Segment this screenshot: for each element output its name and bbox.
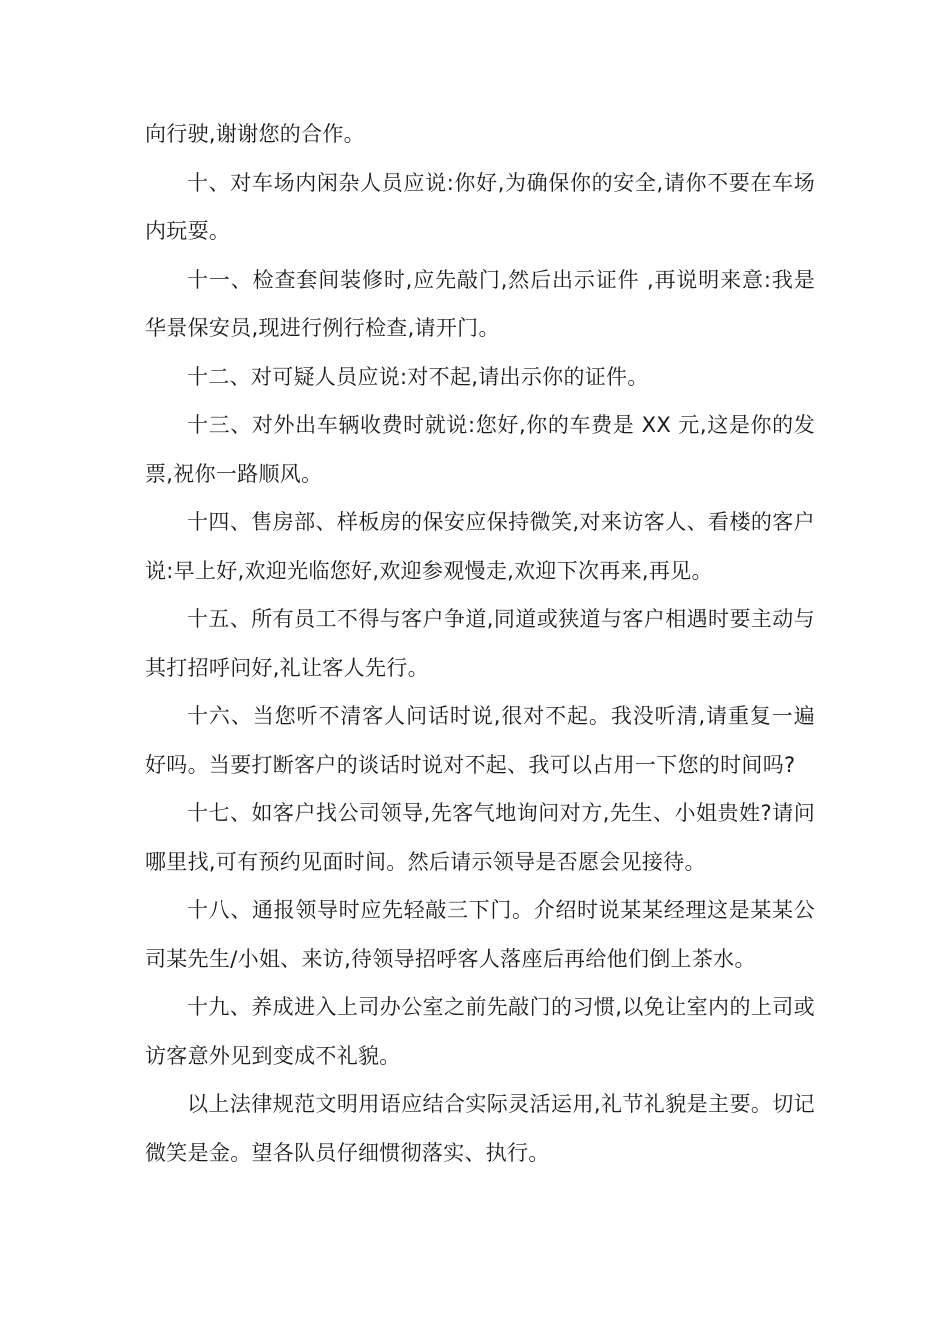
paragraph-item-16: 十六、当您听不清客人问话时说,很对不起。我没听清,请重复一遍好吗。当要打断客户的谈话时说对不起、我可以占用一下您的时间吗? [145,704,815,777]
paragraph-item-19: 十九、养成进入上司办公室之前先敲门的习惯,以免让室内的上司或访客意外见到变成不礼貌。 [145,995,815,1068]
paragraph-item-14: 十四、售房部、样板房的保安应保持微笑,对来访客人、看楼的客户说:早上好,欢迎光临您好,欢迎参观慢走,欢迎下次再来,再见。 [145,510,815,583]
paragraph-item-15: 十五、所有员工不得与客户争道,同道或狭道与客户相遇时要主动与其打招呼问好,礼让客人先行。 [145,607,815,680]
paragraph-item-18: 十八、通报领导时应先轻敲三下门。介绍时说某某经理这是某某公司某先生/小姐、来访,待领导招呼客人落座后再给他们倒上茶水。 [145,898,815,971]
paragraph-item-10: 十、对车场内闲杂人员应说:你好,为确保你的安全,请你不要在车场内玩耍。 [145,170,815,243]
paragraph-item-17: 十七、如客户找公司领导,先客气地询问对方,先生、小姐贵姓?请问哪里找,可有预约见面时间。然后请示领导是否愿会见接待。 [145,801,815,874]
paragraph-closing: 以上法律规范文明用语应结合实际灵活运用,礼节礼貌是主要。切记微笑是金。望各队员仔细惯彻落实、执行。 [145,1092,815,1165]
paragraph-item-12: 十二、对可疑人员应说:对不起,请出示你的证件。 [187,364,649,389]
document-body [145,110,815,1177]
paragraph-continuation: 向行驶,谢谢您的合作。 [145,122,365,146]
paragraph-item-13: 十三、对外出车辆收费时就说:您好,你的车费是 XX 元,这是你的发票,祝你一路顺风。 [145,413,815,486]
paragraph-item-11: 十一、检查套间装修时,应先敲门,然后出示证件 ,再说明来意:我是华景保安员,现进行例行检查,请开门。 [145,267,815,340]
